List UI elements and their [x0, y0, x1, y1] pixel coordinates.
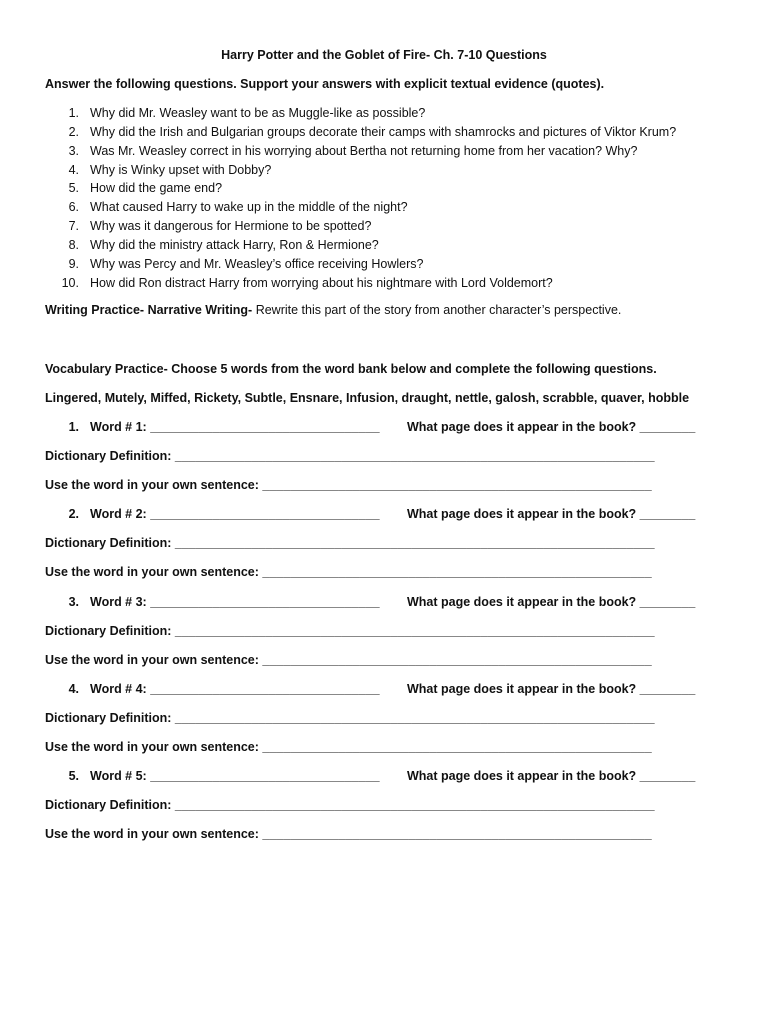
question-number: 9. [68, 256, 79, 271]
question-text: How did Ron distract Harry from worrying about his nightmare with Lord Voldemort? [90, 275, 553, 290]
page-blank[interactable]: What page does it appear in the book? ________ [407, 595, 696, 609]
vocab-number: 3. [68, 595, 79, 609]
question-item [45, 236, 676, 255]
question-number: 4. [68, 162, 79, 177]
question-text: How did the game end? [90, 181, 223, 196]
question-number: 3. [68, 143, 79, 158]
question-number: 1. [68, 106, 79, 120]
question-number: 7. [68, 219, 79, 234]
question-text: Was Mr. Weasley correct in his worrying about Bertha not returning home from her vacation? Why? [90, 143, 638, 158]
vocab-number: 4. [68, 682, 79, 696]
definition-blank[interactable]: Dictionary Definition: _____________________________________________________________________ [45, 449, 655, 463]
question-item [45, 198, 676, 217]
question-number: 6. [68, 200, 79, 215]
page-blank[interactable]: What page does it appear in the book? ________ [407, 507, 696, 521]
question-item [45, 255, 676, 274]
question-text: Why was it dangerous for Hermione to be spotted? [90, 219, 372, 234]
instructions: Answer the following questions. Support your answers with explicit textual evidence (quotes). [45, 77, 605, 91]
question-number: 2. [68, 124, 79, 139]
question-item [45, 104, 676, 123]
page-blank[interactable]: What page does it appear in the book? ________ [407, 682, 696, 696]
question-item [45, 161, 676, 180]
question-text: Why is Winky upset with Dobby? [90, 162, 272, 177]
worksheet-title: Harry Potter and the Goblet of Fire- Ch. 7-10 Questions [221, 48, 547, 62]
definition-blank[interactable]: Dictionary Definition: _____________________________________________________________________ [45, 624, 655, 638]
word-bank: Lingered, Mutely, Miffed, Rickety, Subtle, Ensnare, Infusion, draught, nettle, galosh, scrabble, quaver, hobble [45, 391, 690, 405]
definition-blank[interactable]: Dictionary Definition: _____________________________________________________________________ [45, 798, 655, 812]
question-item [45, 123, 676, 142]
question-text: Why did Mr. Weasley want to be as Muggle-like as possible? [90, 106, 426, 120]
page-blank[interactable]: What page does it appear in the book? ________ [407, 769, 696, 783]
vocabulary-instructions: Vocabulary Practice- Choose 5 words from the word bank below and complete the following questions. [45, 362, 657, 376]
word-blank[interactable]: Word # 1: _________________________________ [90, 420, 380, 434]
word-blank[interactable]: Word # 5: _________________________________ [90, 769, 380, 783]
question-item [45, 142, 676, 161]
question-text: What caused Harry to wake up in the middle of the night? [90, 200, 408, 215]
definition-blank[interactable]: Dictionary Definition: _____________________________________________________________________ [45, 536, 655, 550]
question-number: 8. [68, 237, 79, 252]
question-number: 5. [68, 181, 79, 196]
word-blank[interactable]: Word # 2: _________________________________ [90, 507, 380, 521]
questions-list [45, 104, 676, 292]
writing-practice [45, 303, 621, 317]
vocab-number: 5. [68, 769, 79, 783]
question-item [45, 274, 676, 293]
sentence-blank[interactable]: Use the word in your own sentence: ________________________________________________________ [45, 653, 652, 667]
word-blank[interactable]: Word # 4: _________________________________ [90, 682, 380, 696]
question-item [45, 217, 676, 236]
vocab-number: 2. [68, 507, 79, 521]
sentence-blank[interactable]: Use the word in your own sentence: ________________________________________________________ [45, 565, 652, 579]
question-text: Why was Percy and Mr. Weasley’s office receiving Howlers? [90, 256, 424, 271]
question-text: Why did the Irish and Bulgarian groups decorate their camps with shamrocks and pictures of Viktor Krum? [90, 124, 677, 139]
page-blank[interactable]: What page does it appear in the book? ________ [407, 420, 696, 434]
sentence-blank[interactable]: Use the word in your own sentence: ________________________________________________________ [45, 478, 652, 492]
sentence-blank[interactable]: Use the word in your own sentence: ________________________________________________________ [45, 740, 652, 754]
question-item [45, 179, 676, 198]
question-text: Why did the ministry attack Harry, Ron & Hermione? [90, 237, 379, 252]
sentence-blank[interactable]: Use the word in your own sentence: ________________________________________________________ [45, 827, 652, 841]
definition-blank[interactable]: Dictionary Definition: _____________________________________________________________________ [45, 711, 655, 725]
writing-practice-text: Rewrite this part of the story from another character’s perspective. [252, 303, 622, 317]
vocab-number: 1. [68, 420, 79, 434]
question-number: 10. [61, 275, 79, 290]
writing-practice-label: Writing Practice- Narrative Writing- [45, 303, 253, 317]
word-blank[interactable]: Word # 3: _________________________________ [90, 595, 380, 609]
